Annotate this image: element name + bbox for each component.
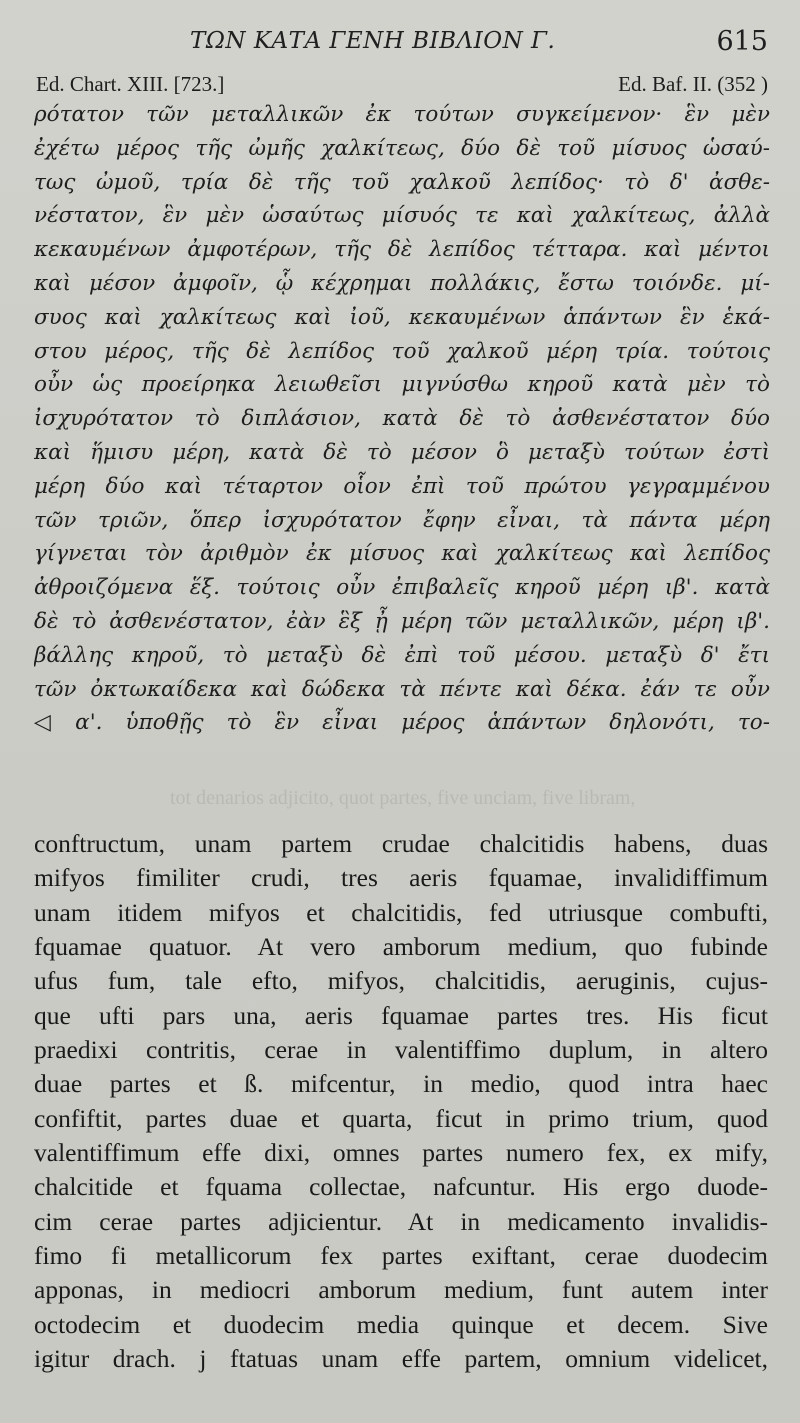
latin-line: unam itidem mifyos et chalcitidis, fed utriusque combufti, [34,897,768,927]
greek-line: τῶν τριῶν, ὅπερ ἰσχυρότατον ἔφην εἶναι, τὰ πάντα μέρη [34,507,770,533]
greek-line-text: α'. ὑποθῇς τὸ ἓν εἶναι μέρος ἁπάντων δηλονότι, το- [75,710,770,736]
latin-line: que ufti pars una, aeris fquamae partes tres. His ficut [34,1000,768,1030]
latin-line: chalcitide et fquama collectae, nafcuntur. His ergo duode- [34,1172,768,1202]
greek-line: ἀθροιζόμενα ἕξ. τούτοις οὖν ἐπιβαλεῖς κηροῦ μέρη ιβ'. κατὰ [34,575,770,601]
greek-line: βάλλης κηροῦ, τὸ μεταξὺ δὲ ἐπὶ τοῦ μέσου. μεταξὺ δ' ἔτι [34,642,770,668]
latin-line: ufus fum, tale efto, mifyos, chalcitidis, aeruginis, cujus- [34,966,768,996]
show-through-text: tot denarios adjicito, quot partes, five unciam, five libram, [170,787,636,809]
greek-line: ρότατον τῶν μεταλλικῶν ἐκ τούτων συγκείμενον· ἓν μὲν [34,102,770,127]
latin-line: duae partes et ß. mifcentur, in medio, quod intra haec [34,1069,768,1099]
greek-line: καὶ ἥμισυ μέρη, κατὰ δὲ τὸ μέσον ὃ μεταξὺ τούτων ἐστὶ [34,439,770,465]
greek-text-block [34,98,770,740]
latin-text-block [34,827,768,1377]
edition-basel-reference: Ed. Baf. II. (352 ) [618,72,768,96]
greek-line: γίγνεται τὸν ἀριθμὸν ἐκ μίσυος καὶ χαλκίτεως καὶ λεπίδος [34,541,770,567]
marginal-marker: ◁ [34,710,68,736]
edition-chartier-reference: Ed. Chart. XIII. [723.] [36,72,225,96]
greek-line: οὖν ὡς προείρηκα λειωθεῖσι μιγνύσθω κηροῦ κατὰ μὲν τὸ [34,372,770,398]
latin-line: praedixi contritis, cerae in valentiffimo duplum, in altero [34,1035,768,1065]
latin-line: fquamae quatuor. At vero amborum medium, quo fubinde [34,932,768,962]
latin-line: confiftit, partes duae et quarta, ficut in primo trium, quod [34,1103,768,1133]
page-header [0,26,800,66]
greek-line: ἐχέτω μέρος τῆς ὠμῆς χαλκίτεως, δύο δὲ τοῦ μίσυος ὡσαύ- [34,135,770,161]
greek-line: δὲ τὸ ἀσθενέστατον, ἐὰν ἓξ ᾖ μέρη τῶν μεταλλικῶν, μέρη ιβ'. [34,608,770,634]
greek-line: ἰσχυρότατον τὸ διπλάσιον, κατὰ δὲ τὸ ἀσθενέστατον δύο [34,406,770,432]
greek-line: τως ὠμοῦ, τρία δὲ τῆς τοῦ χαλκοῦ λεπίδος· τὸ δ' ἀσθε- [34,169,770,195]
greek-line: τῶν ὀκτωκαίδεκα καὶ δώδεκα τὰ πέντε καὶ δέκα. ἐάν τε οὖν [34,676,770,702]
latin-line: igitur drach. j ftatuas unam effe partem, omnium videlicet, [34,1344,768,1374]
greek-line: κεκαυμένων ἀμφοτέρων, τῆς δὲ λεπίδος τέτταρα. καὶ μέντοι [34,237,770,263]
latin-line: apponas, in mediocri amborum medium, funt autem inter [34,1275,768,1305]
latin-line: fimo fi metallicorum fex partes exiftant, cerae duodecim [34,1241,768,1271]
greek-line: μέρη δύο καὶ τέταρτον οἷον ἐπὶ τοῦ πρώτου γεγραμμένου [34,473,770,499]
greek-line: νέστατον, ἓν μὲν ὡσαύτως μίσυός τε καὶ χαλκίτεως, ἀλλὰ [34,203,770,229]
running-title: ΤΩΝ ΚΑΤΑ ΓΕΝΗ ΒΙΒΛΙΟΝ Γ. [190,28,556,54]
greek-line-with-marker [34,706,770,740]
latin-line: mifyos fimiliter crudi, tres aeris fquamae, invalidiffimum [34,863,768,893]
greek-line: καὶ μέσον ἀμφοῖν, ᾧ κέχρημαι πολλάκις, ἔστω τοιόνδε. μί- [34,270,770,296]
page-number: 615 [716,26,768,57]
latin-line: cim cerae partes adjicientur. At in medicamento invalidis- [34,1206,768,1236]
greek-line: συος καὶ χαλκίτεως καὶ ἰοῦ, κεκαυμένων ἁπάντων ἓν ἑκά- [34,304,770,330]
latin-line: valentiffimum effe dixi, omnes partes numero fex, ex mify, [34,1138,768,1168]
latin-line: conftructum, unam partem crudae chalcitidis habens, duas [34,829,768,858]
greek-line: στου μέρος, τῆς δὲ λεπίδος τοῦ χαλκοῦ μέρη τρία. τούτοις [34,338,770,364]
latin-line: octodecim et duodecim media quinque et decem. Sive [34,1309,768,1339]
